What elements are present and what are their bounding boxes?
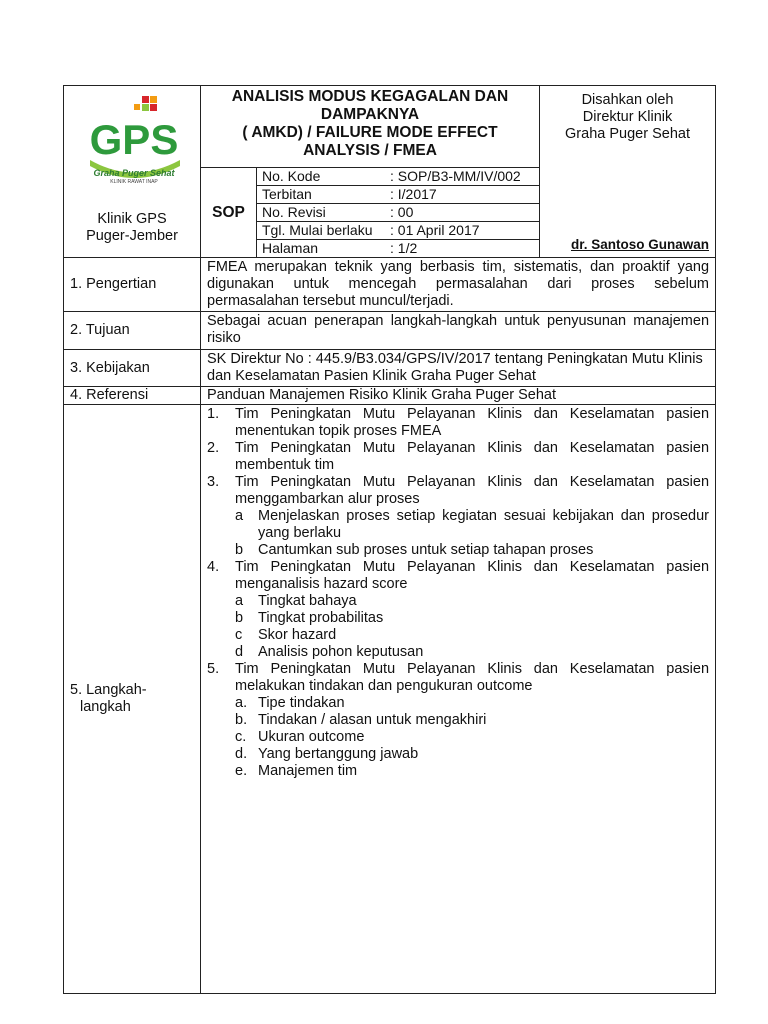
signer-name: dr. Santoso Gunawan — [570, 237, 710, 252]
section-text-kebijakan: SK Direktur No : 445.9/B3.034/GPS/IV/2017 tentang Peningkatan Mutu Klinis dan Keselamatan Pasien Klinik Graha Puger Sehat — [201, 350, 716, 387]
step-number: 3. — [207, 474, 220, 490]
sub-step-letter: a. — [235, 695, 248, 711]
approval-text — [540, 92, 715, 143]
title-line-4: ANALYSIS / FMEA — [303, 142, 437, 159]
clinic-name-line1: Klinik GPS — [97, 211, 167, 227]
sub-step-text: Manajemen tim — [258, 763, 358, 779]
section-text-tujuan: Sebagai acuan penerapan langkah-langkah untuk penyusunan manajemen risiko — [201, 312, 716, 350]
sub-step-item — [235, 593, 709, 610]
sub-step-text: Cantumkan sub proses untuk setiap tahapan proses — [258, 542, 594, 558]
section-label-kebijakan: 3. Kebijakan — [64, 350, 201, 387]
sub-step-letter: b — [235, 610, 244, 626]
step-text: Tim Peningkatan Mutu Pelayanan Klinis dan Keselamatan pasien menentukan topik proses FMEA — [235, 406, 710, 439]
step-item — [207, 406, 709, 440]
step-number: 2. — [207, 440, 220, 456]
sub-step-letter: d. — [235, 746, 248, 762]
sub-step-letter: b — [235, 542, 244, 558]
sop-label: SOP — [201, 168, 257, 258]
step-number: 4. — [207, 559, 220, 575]
sub-step-letter: a — [235, 593, 244, 609]
sub-step-letter: a — [235, 508, 244, 524]
section-text-referensi: Panduan Manajemen Risiko Klinik Graha Puger Sehat — [201, 387, 716, 405]
steps-list — [207, 406, 709, 780]
step-text: Tim Peningkatan Mutu Pelayanan Klinis dan Keselamatan pasien menganalisis hazard score — [235, 559, 710, 592]
sub-step-item — [235, 508, 709, 542]
meta-row: Terbitan : I/2017 — [257, 186, 539, 204]
section-steps-langkah — [201, 405, 716, 994]
approval-cell — [540, 86, 716, 258]
langkah-label-line2: langkah — [80, 699, 131, 715]
meta-row: No. Revisi : 00 — [257, 204, 539, 222]
sub-step-text: Skor hazard — [258, 627, 337, 643]
step-item — [207, 661, 709, 780]
step-body — [235, 474, 709, 559]
sub-step-text: Menjelaskan proses setiap kegiatan sesuai kebijakan dan prosedur yang berlaku — [258, 508, 710, 541]
sub-step-letter: b. — [235, 712, 248, 728]
section-label-tujuan: 2. Tujuan — [64, 312, 201, 350]
logo-tagline: Graha Puger Sehat — [93, 168, 175, 178]
step-body — [235, 440, 709, 474]
section-text-pengertian: FMEA merupakan teknik yang berbasis tim, sistematis, dan proaktif yang digunakan untuk mencegah permasalahan dari proses sebelum permasalahan tersebut muncul/terjadi. — [201, 258, 716, 312]
section-label-pengertian: 1. Pengertian — [64, 258, 201, 312]
clinic-name-line2: Puger-Jember — [86, 228, 178, 244]
meta-row: Halaman : 1/2 — [257, 240, 539, 258]
logo-subtagline: KLINIK RAWAT INAP — [110, 179, 158, 185]
step-item — [207, 559, 709, 661]
sub-step-item — [235, 763, 709, 780]
step-text: Tim Peningkatan Mutu Pelayanan Klinis dan Keselamatan pasien membentuk tim — [235, 440, 710, 473]
meta-row: No. Kode : SOP/B3-MM/IV/002 — [257, 168, 539, 186]
sub-step-item — [235, 695, 709, 712]
approval-line-1: Disahkan oleh — [581, 92, 674, 108]
sop-document — [63, 85, 715, 994]
sub-step-letter: c. — [235, 729, 247, 745]
step-item — [207, 440, 709, 474]
step-number: 1. — [207, 406, 220, 422]
step-body — [235, 559, 709, 661]
sub-step-item — [235, 712, 709, 729]
meta-table — [257, 168, 539, 257]
title-line-3: ( AMKD) / FAILURE MODE EFFECT — [242, 124, 498, 141]
document-title — [201, 86, 540, 168]
sub-step-item — [235, 627, 709, 644]
sub-step-text: Tingkat probabilitas — [258, 610, 384, 626]
section-label-langkah — [64, 405, 201, 994]
section-label-referensi: 4. Referensi — [64, 387, 201, 405]
sop-table — [63, 85, 716, 994]
sub-step-text: Tipe tindakan — [258, 695, 345, 711]
gps-logo — [84, 90, 184, 190]
sub-step-item — [235, 610, 709, 627]
sub-step-item — [235, 542, 709, 559]
step-text: Tim Peningkatan Mutu Pelayanan Klinis dan Keselamatan pasien melakukan tindakan dan pengukuran outcome — [235, 661, 710, 694]
step-body — [235, 406, 709, 440]
sub-step-text: Tingkat bahaya — [258, 593, 357, 609]
sub-step-letter: d — [235, 644, 244, 660]
svg-text:GPS: GPS — [89, 116, 179, 163]
meta-row: Tgl. Mulai berlaku : 01 April 2017 — [257, 222, 539, 240]
sub-step-letter: e. — [235, 763, 248, 779]
sub-step-item — [235, 729, 709, 746]
title-line-2: DAMPAKNYA — [320, 106, 420, 123]
sub-step-letter: c — [235, 627, 243, 643]
meta-cell — [257, 168, 540, 258]
logo-cell — [64, 86, 201, 258]
sub-step-text: Tindakan / alasan untuk mengakhiri — [258, 712, 487, 728]
step-item — [207, 474, 709, 559]
step-number: 5. — [207, 661, 220, 677]
sub-step-text: Ukuran outcome — [258, 729, 365, 745]
approval-line-3: Graha Puger Sehat — [565, 126, 690, 142]
clinic-name — [64, 211, 200, 245]
sub-step-item — [235, 644, 709, 661]
step-body — [235, 661, 709, 780]
sub-step-text: Yang bertanggung jawab — [258, 746, 419, 762]
langkah-label-line1: 5. Langkah- — [70, 682, 147, 698]
title-line-1: ANALISIS MODUS KEGAGALAN DAN — [231, 88, 509, 105]
sub-step-item — [235, 746, 709, 763]
approval-line-2: Direktur Klinik — [582, 109, 673, 125]
step-text: Tim Peningkatan Mutu Pelayanan Klinis dan Keselamatan pasien menggambarkan alur proses — [235, 474, 710, 507]
sub-step-text: Analisis pohon keputusan — [258, 644, 424, 660]
